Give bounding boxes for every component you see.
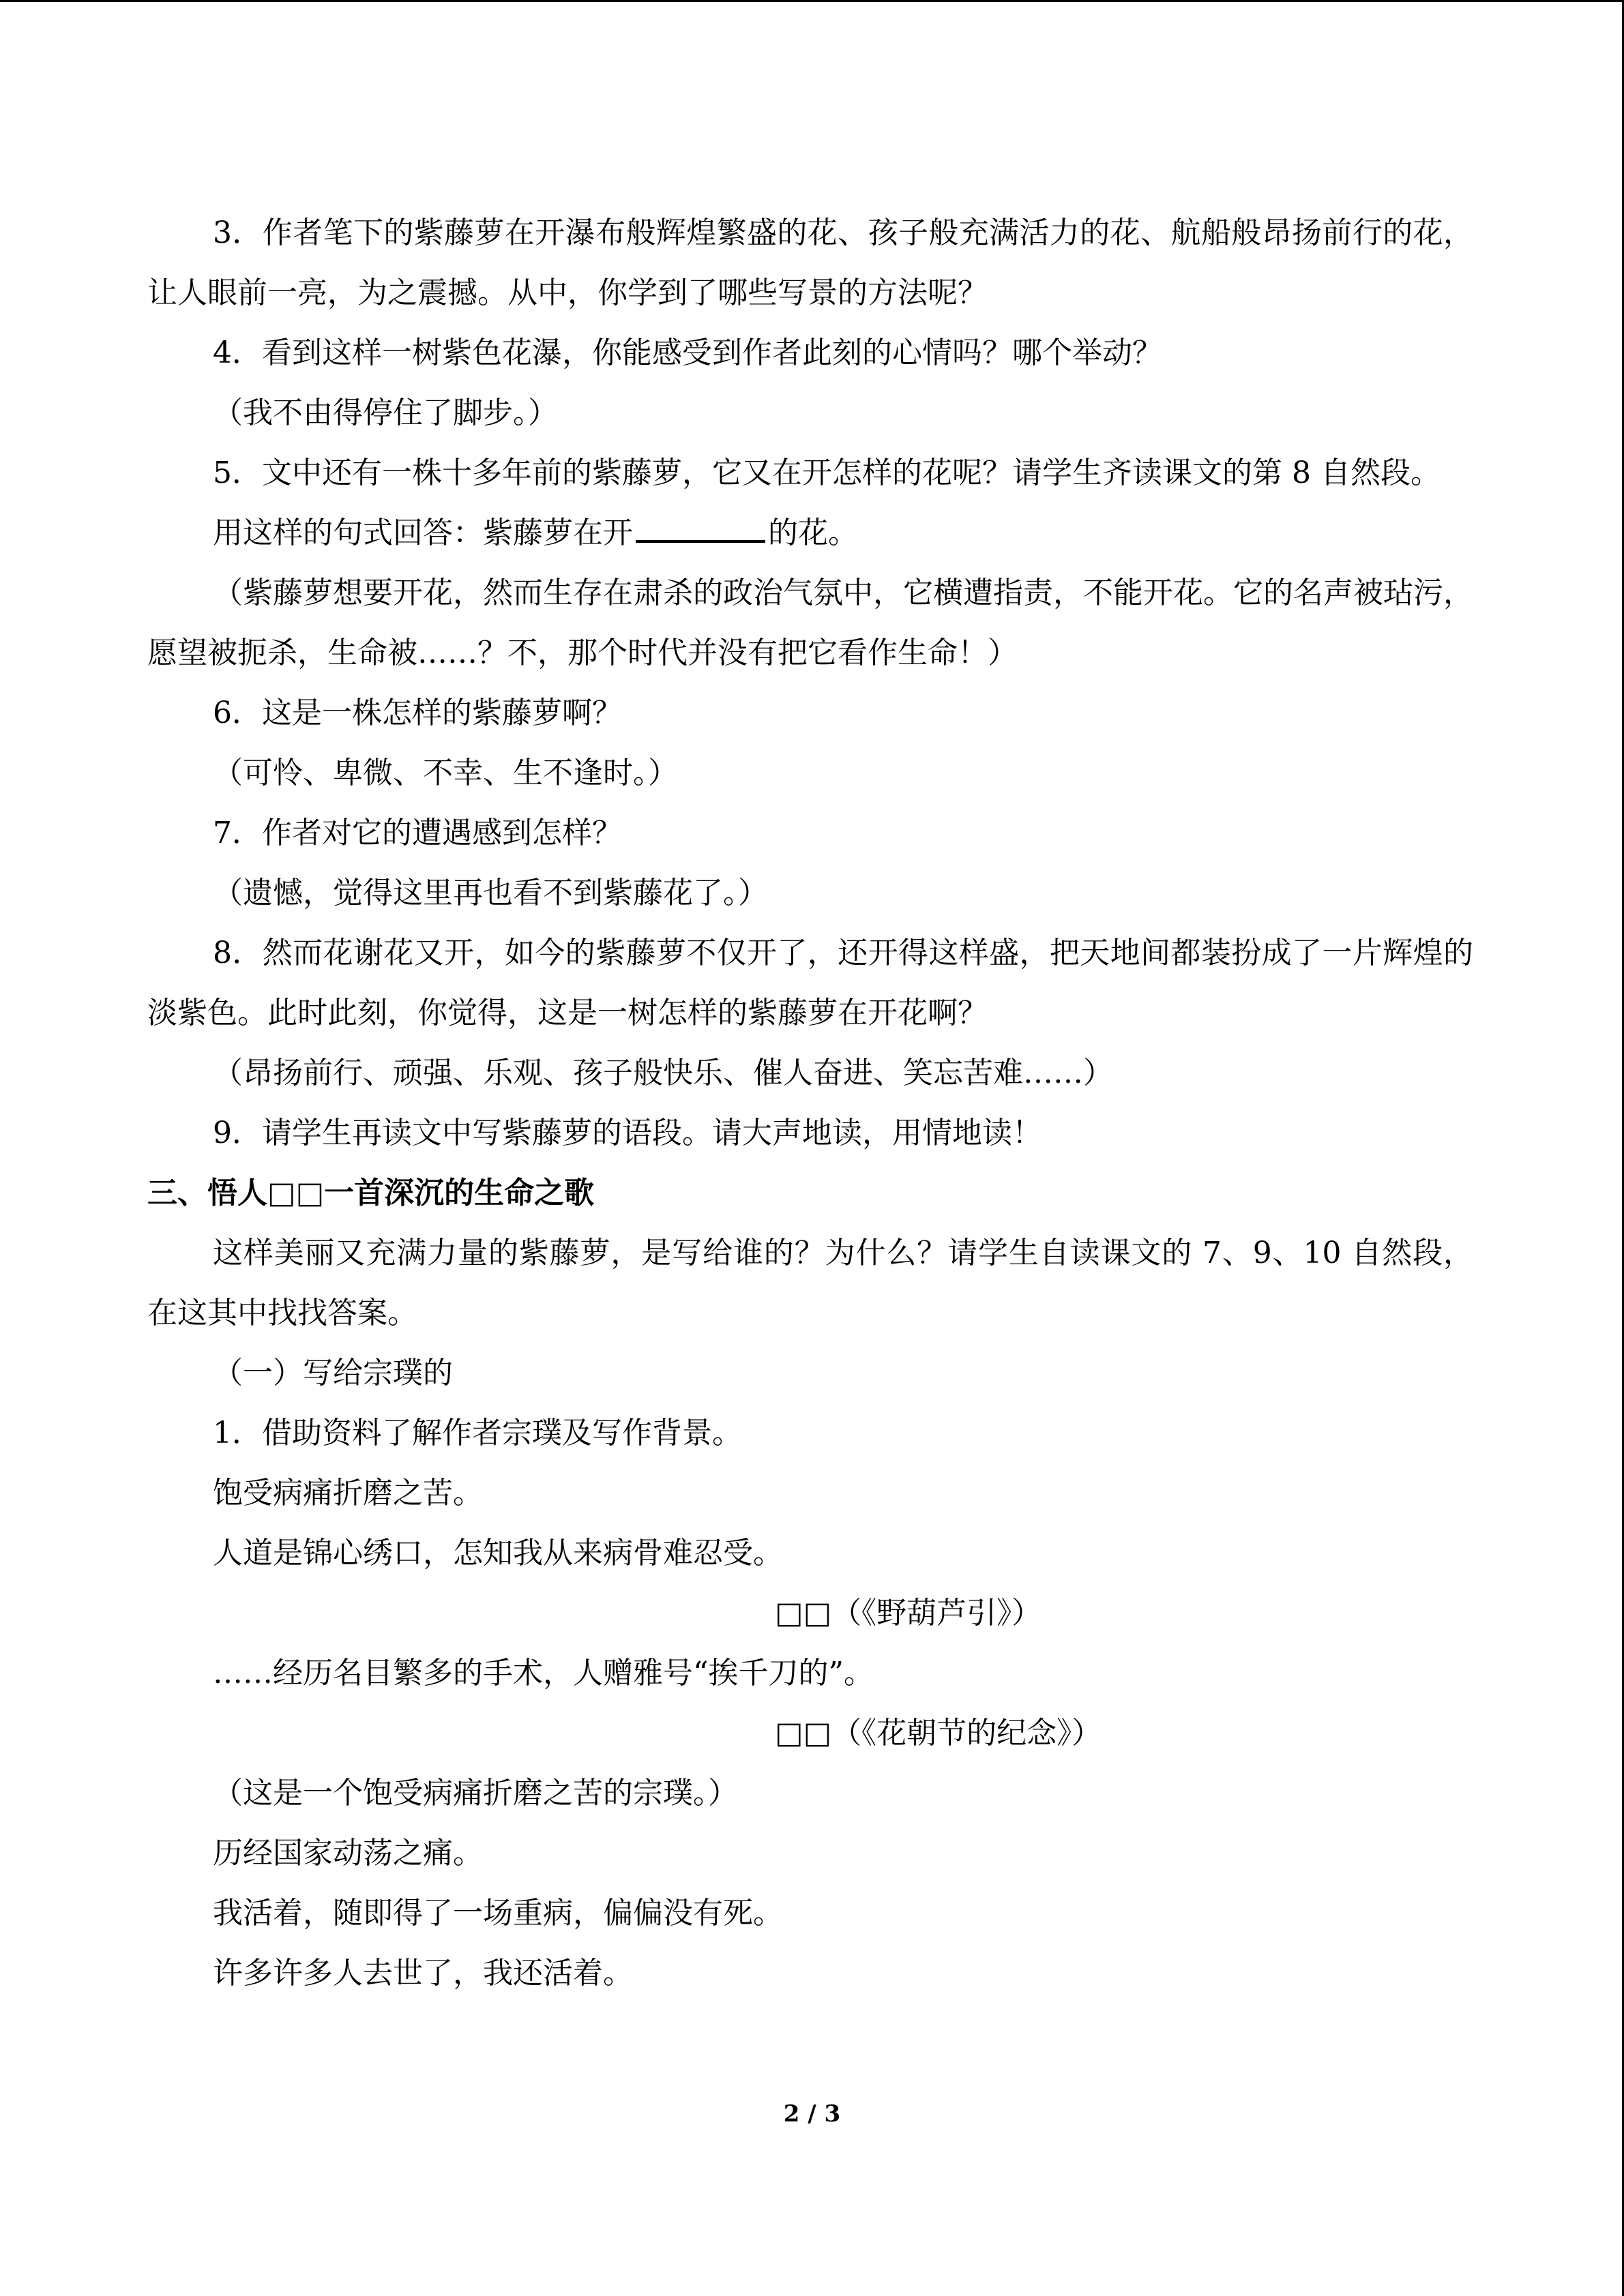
quote-1: 人道是锦心绣口，怎知我从来病骨难忍受。: [213, 1536, 783, 1570]
fill-in-blank: [636, 513, 765, 543]
paragraph-turmoil: 历经国家动荡之痛。: [213, 1836, 483, 1870]
answer-q6: （可怜、卑微、不幸、生不逢时。）: [213, 756, 678, 790]
sentence-pattern-after: 的花。: [768, 516, 858, 550]
answer-q8: （昂扬前行、顽强、乐观、孩子般快乐、催人奋进、笑忘苦难……）: [213, 1056, 1113, 1090]
answer-q5: （紫藤萝想要开花，然而生存在肃杀的政治气氛中，它横遭指责，不能开花。它的名声被玷污，愿望被扼杀，生命被……？不，那个时代并没有把它看作生命！）: [147, 576, 1473, 670]
answer-q4: （我不由得停住了脚步。）: [213, 396, 558, 430]
quote-2-source: □□（《花朝节的纪念》）: [775, 1716, 1102, 1750]
document-body: [147, 203, 1473, 2003]
page-number: 2 / 3: [783, 2100, 841, 2128]
paragraph-illness: 饱受病痛折磨之苦。: [213, 1476, 483, 1510]
sentence-pattern: [147, 503, 1473, 563]
top-border-line: [0, 0, 1624, 2]
paragraph-q8: 8．然而花谢花又开，如今的紫藤萝不仅开了，还开得这样盛，把天地间都装扮成了一片辉煌的淡紫色。此时此刻，你觉得，这是一树怎样的紫藤萝在开花啊？: [147, 936, 1473, 1030]
quote-4: 许多许多人去世了，我还活着。: [213, 1956, 633, 1991]
quote-1-source: □□（《野葫芦引》）: [775, 1596, 1042, 1630]
paragraph-item1: 1．借助资料了解作者宗璞及写作背景。: [213, 1416, 742, 1450]
paragraph-section3-intro: 这样美丽又充满力量的紫藤萝，是写给谁的？为什么？请学生自读课文的 7、9、10 自然段，在这其中找找答案。: [147, 1236, 1473, 1330]
paragraph-q4: 4．看到这样一树紫色花瀑，你能感受到作者此刻的心情吗？哪个举动？: [213, 336, 1162, 370]
sentence-pattern-before: 用这样的句式回答：紫藤萝在开: [213, 516, 633, 550]
paragraph-q3: 3．作者笔下的紫藤萝在开瀑布般辉煌繁盛的花、孩子般充满活力的花、航船般昂扬前行的花，让人眼前一亮，为之震撼。从中，你学到了哪些写景的方法呢？: [147, 215, 1473, 310]
quote-2: ……经历名目繁多的手术，人赠雅号“挨千刀的”。: [213, 1656, 874, 1690]
paragraph-q9: 9．请学生再读文中写紫藤萝的语段。请大声地读，用情地读！: [213, 1116, 1042, 1150]
paragraph-q7: 7．作者对它的遭遇感到怎样？: [213, 816, 622, 850]
answer-q7: （遗憾，觉得这里再也看不到紫藤花了。）: [213, 876, 768, 910]
quote-3: 我活着，随即得了一场重病，偏偏没有死。: [213, 1896, 783, 1930]
section-heading-3: 三、悟人□□一首深沉的生命之歌: [147, 1176, 595, 1210]
subheading-1: （一）写给宗璞的: [213, 1356, 453, 1390]
paragraph-q6: 6．这是一株怎样的紫藤萝啊？: [213, 696, 622, 730]
answer-illness: （这是一个饱受病痛折磨之苦的宗璞。）: [213, 1776, 738, 1810]
paragraph-q5: 5．文中还有一株十多年前的紫藤萝，它又在开怎样的花呢？请学生齐读课文的第 8 自然段。: [213, 456, 1441, 490]
